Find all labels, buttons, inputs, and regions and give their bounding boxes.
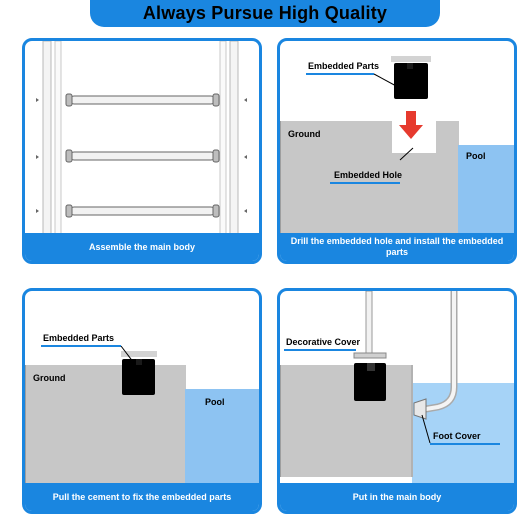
step-panel-cement <box>22 288 262 514</box>
step-panel-assemble <box>22 38 262 264</box>
label-foot-cover: Foot Cover <box>433 431 481 441</box>
leader-line <box>330 182 400 184</box>
label-embedded-hole: Embedded Hole <box>334 170 403 180</box>
step-caption: Drill the embedded hole and install the embedded parts <box>280 233 514 261</box>
label-pool: Pool <box>205 397 225 407</box>
label-embedded-parts: Embedded Parts <box>43 333 115 343</box>
step-caption: Pull the cement to fix the embedded parts <box>25 483 259 511</box>
step-panel-install <box>277 288 517 514</box>
title-banner <box>90 0 440 27</box>
label-embedded-parts: Embedded Parts <box>308 61 380 71</box>
label-decorative-cover: Decorative Cover <box>286 337 361 347</box>
page-title: Always Pursue High Quality <box>142 3 388 23</box>
step-caption: Put in the main body <box>280 483 514 511</box>
ladder-frame-illustration <box>25 41 259 261</box>
leader-line <box>280 291 514 511</box>
label-ground: Ground <box>288 129 321 139</box>
step-panel-drill <box>277 38 517 264</box>
step-caption: Assemble the main body <box>25 233 259 261</box>
label-pool: Pool <box>466 151 486 161</box>
label-ground: Ground <box>33 373 66 383</box>
